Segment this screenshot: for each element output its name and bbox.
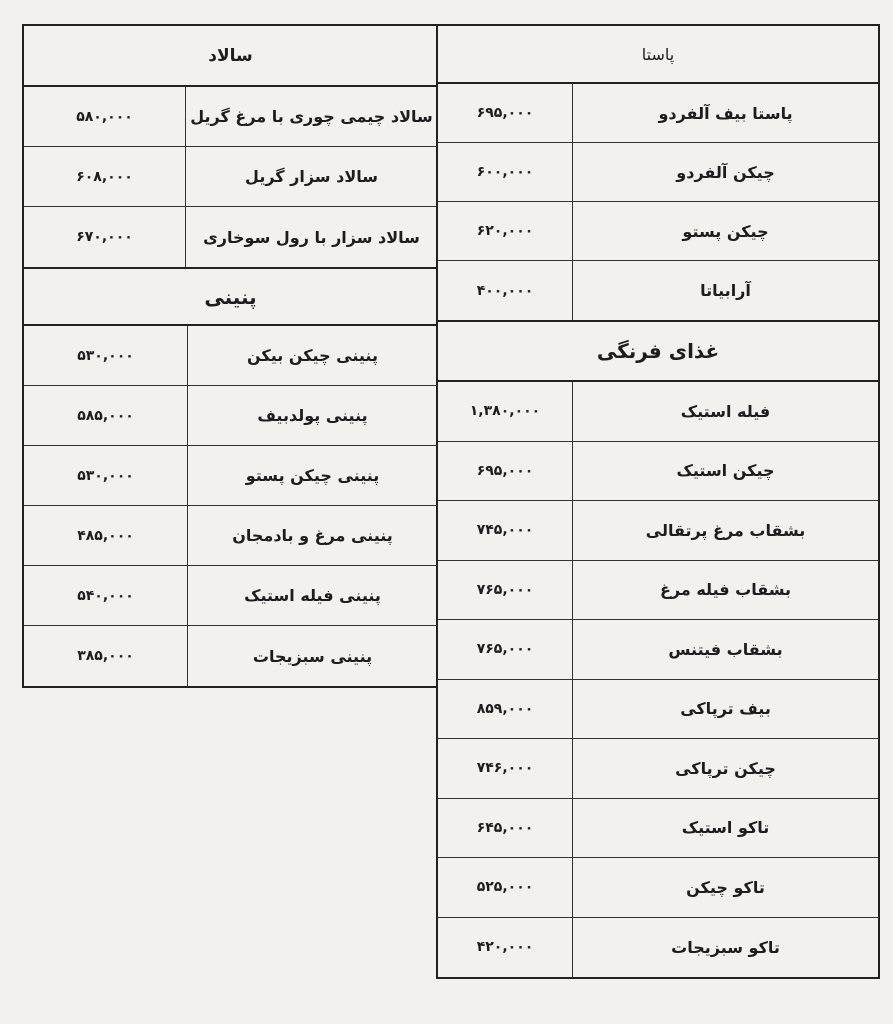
menu-item-name: بشقاب فیله مرغ <box>572 561 878 620</box>
menu-item-name: فیله استیک <box>572 382 878 441</box>
menu-item-price: ۵۸۵,۰۰۰ <box>77 407 134 424</box>
menu-item-name: پاستا بیف آلفردو <box>572 84 878 142</box>
menu-item-row <box>438 382 878 442</box>
menu-item-row <box>24 207 437 267</box>
salad-title: سالاد <box>208 45 253 66</box>
pasta-list <box>438 84 878 320</box>
menu-item-name: پنینی چیکن بیکن <box>187 326 437 385</box>
pasta-title: پاستا <box>641 44 675 64</box>
menu-item-row <box>24 566 437 626</box>
menu-item-price: ۶۹۵,۰۰۰ <box>476 462 534 479</box>
menu-item-row <box>24 446 437 506</box>
menu-item-row <box>438 501 878 561</box>
menu-item-row <box>438 858 878 918</box>
menu-item-name: بشقاب مرغ پرتقالی <box>572 501 878 560</box>
menu-item-name: تاکو استیک <box>572 799 878 858</box>
menu-item-price: ۷۴۵,۰۰۰ <box>476 522 534 539</box>
menu-item-price: ۶۴۵,۰۰۰ <box>476 819 534 836</box>
menu-item-price: ۳۸۵,۰۰۰ <box>77 648 134 664</box>
foreign-food-list <box>438 382 878 977</box>
menu-item-price: ۶۷۰,۰۰۰ <box>76 229 133 245</box>
menu-item-name: پنینی سبزیجات <box>187 626 437 686</box>
foreign-food-header <box>438 320 878 382</box>
menu-item-name: آرابیاتا <box>572 261 878 320</box>
menu-item-name: تاکو چیکن <box>572 858 878 917</box>
menu-item-row <box>438 620 878 680</box>
menu-item-row <box>438 680 878 740</box>
menu-item-price: ۵۴۰,۰۰۰ <box>77 587 134 604</box>
menu-item-price: ۵۳۰,۰۰۰ <box>77 467 134 484</box>
pasta-header <box>438 26 878 84</box>
menu-item-row <box>24 326 437 386</box>
panini-title: پنینی <box>204 284 257 309</box>
menu-item-price: ۶۹۵,۰۰۰ <box>476 105 534 121</box>
menu-item-price: ۶۰۸,۰۰۰ <box>76 168 133 185</box>
menu-item-name: بیف ترپاکی <box>572 680 878 739</box>
menu-item-price: ۶۰۰,۰۰۰ <box>476 164 534 180</box>
menu-item-name: چیکن استیک <box>572 442 878 501</box>
menu-item-price: ۵۳۰,۰۰۰ <box>77 347 134 364</box>
salad-header <box>24 26 437 87</box>
menu-item-row <box>438 442 878 502</box>
menu-item-row <box>438 84 878 143</box>
menu-item-row <box>438 261 878 320</box>
foreign-food-title: غذای فرنگی <box>596 339 720 363</box>
menu-item-row <box>438 143 878 202</box>
menu-item-name: پنینی چیکن پستو <box>187 446 437 505</box>
menu-item-row <box>438 918 878 978</box>
menu-item-name: چیکن پستو <box>572 202 878 260</box>
menu-item-row <box>438 202 878 261</box>
menu-item-price: ۴۸۵,۰۰۰ <box>77 527 134 544</box>
menu-item-price: ۴۰۰,۰۰۰ <box>476 282 534 299</box>
menu-item-price: ۵۸۰,۰۰۰ <box>76 108 133 125</box>
menu-item-name: چیکن آلفردو <box>572 143 878 201</box>
panini-header <box>24 267 437 326</box>
menu-item-name: پنینی مرغ و بادمجان <box>187 506 437 565</box>
menu-item-row <box>438 561 878 621</box>
menu-item-price: ۱,۳۸۰,۰۰۰ <box>469 403 541 420</box>
menu-item-price: ۷۶۵,۰۰۰ <box>476 641 534 658</box>
menu-item-name: سالاد سزار گریل <box>185 147 437 206</box>
menu-item-row <box>438 739 878 799</box>
menu-item-row <box>24 386 437 446</box>
menu-item-name: پنینی فیله استیک <box>187 566 437 625</box>
menu-item-name: تاکو سبزیجات <box>572 918 878 978</box>
menu-item-name: بشقاب فیتنس <box>572 620 878 679</box>
menu-item-row <box>24 87 437 147</box>
menu-item-name: سالاد چیمی چوری با مرغ گریل <box>185 87 437 146</box>
menu-item-name: پنینی پولدبیف <box>187 386 437 445</box>
salad-list <box>24 87 437 267</box>
left-menu-column <box>22 24 437 688</box>
menu-item-row <box>24 626 437 686</box>
panini-list <box>24 326 437 686</box>
menu-item-price: ۵۲۵,۰۰۰ <box>476 879 534 896</box>
menu-item-price: ۶۲۰,۰۰۰ <box>476 223 534 239</box>
right-menu-column <box>436 24 880 979</box>
menu-item-price: ۷۶۵,۰۰۰ <box>476 581 534 598</box>
menu-item-name: سالاد سزار با رول سوخاری <box>185 207 437 267</box>
menu-item-name: چیکن ترپاکی <box>572 739 878 798</box>
menu-item-row <box>24 147 437 207</box>
menu-item-price: ۸۵۹,۰۰۰ <box>476 700 534 717</box>
menu-item-price: ۷۴۶,۰۰۰ <box>476 760 534 777</box>
menu-item-row <box>438 799 878 859</box>
menu-item-price: ۴۲۰,۰۰۰ <box>476 939 534 956</box>
menu-item-row <box>24 506 437 566</box>
